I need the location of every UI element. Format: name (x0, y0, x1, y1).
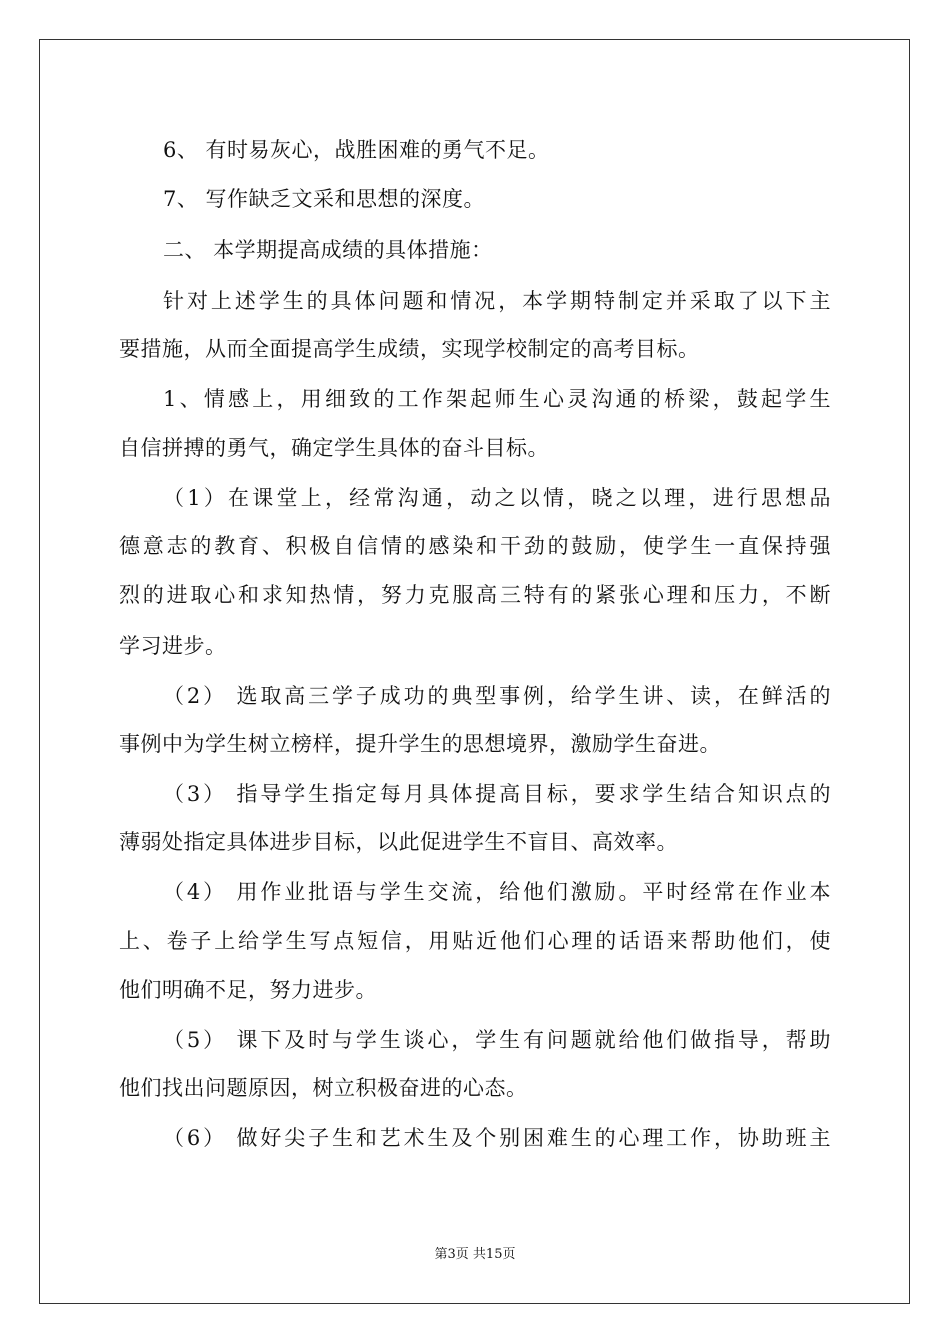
text-line: 他们明确不足，努力进步。 (119, 978, 377, 1002)
text-line: （5） 课下及时与学生谈心，学生有问题就给他们做指导，帮助 (163, 1028, 831, 1052)
text-line: 针对上述学生的具体问题和情况，本学期特制定并采取了以下主 (163, 289, 831, 313)
text-line: 事例中为学生树立榜样，提升学生的思想境界，激励学生奋进。 (119, 732, 721, 756)
text-line: （2） 选取高三学子成功的典型事例，给学生讲、读，在鲜活的 (163, 684, 831, 708)
text-line: 上、卷子上给学生写点短信，用贴近他们心理的话语来帮助他们，使 (119, 929, 831, 953)
text-line: 1、情感上，用细致的工作架起师生心灵沟通的桥梁，鼓起学生 (163, 387, 831, 411)
text-line: （6） 做好尖子生和艺术生及个别困难生的心理工作，协助班主 (163, 1126, 831, 1150)
section-heading: 二、 本学期提高成绩的具体措施： (163, 238, 493, 262)
text-line: 自信拼搏的勇气，确定学生具体的奋斗目标。 (119, 436, 549, 460)
text-line: （3） 指导学生指定每月具体提高目标，要求学生结合知识点的 (163, 782, 831, 806)
page-number-footer: 第3页 共15页 (434, 1247, 516, 1262)
text-line: 德意志的教育、积极自信情的感染和干劲的鼓励，使学生一直保持强 (119, 534, 831, 558)
text-line: 6、 有时易灰心，战胜困难的勇气不足。 (163, 138, 550, 162)
text-line: 薄弱处指定具体进步目标，以此促进学生不盲目、高效率。 (119, 830, 678, 854)
text-line: 7、 写作缺乏文采和思想的深度。 (163, 187, 486, 211)
text-line: 学习进步。 (119, 634, 227, 658)
text-line: （1）在课堂上，经常沟通，动之以情，晓之以理，进行思想品 (163, 486, 831, 510)
text-line: 烈的进取心和求知热情，努力克服高三特有的紧张心理和压力，不断 (119, 583, 831, 607)
text-line: （4） 用作业批语与学生交流，给他们激励。平时经常在作业本 (163, 880, 831, 904)
page-border (39, 39, 910, 1304)
text-line: 要措施，从而全面提高学生成绩，实现学校制定的高考目标。 (119, 337, 700, 361)
text-line: 他们找出问题原因，树立积极奋进的心态。 (119, 1076, 528, 1100)
